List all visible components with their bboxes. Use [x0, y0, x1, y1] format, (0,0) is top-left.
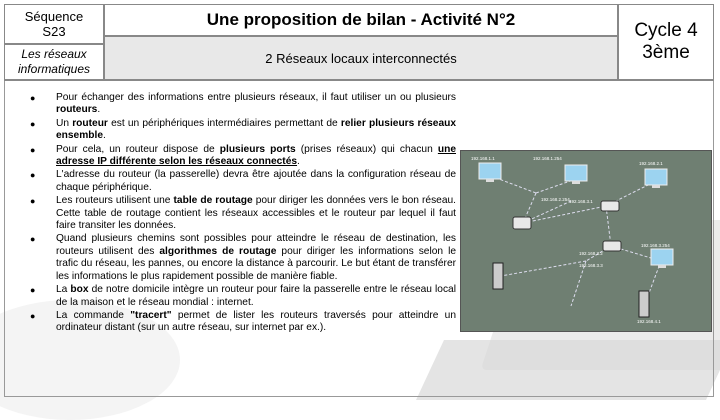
header-separator [4, 80, 714, 81]
bullet-icon: ● [30, 234, 36, 245]
bullet-icon: ● [30, 144, 36, 155]
computer-icon [565, 165, 587, 184]
cycle-box [618, 4, 714, 80]
ip-label: 192.168.3.254 [641, 243, 670, 248]
cycle-line2: 3ème [642, 42, 690, 63]
bullet-icon: ● [30, 196, 36, 207]
ip-label: 192.168.2.254 [541, 197, 570, 202]
bullet-list [26, 92, 456, 336]
cycle-line1: Cycle 4 [634, 20, 698, 41]
sequence-label: Séquence [24, 9, 84, 24]
topic-line2: informatiques [17, 62, 91, 76]
list-item: ● Quand plusieurs chemins sont possibles pour atteindre le réseau de destination, les routeurs utilisent des algorithmes de routage pour diriger les informations selon le trafic du réseau, les pannes, ou encore la distance à parcourir. Le but étant de transférer les informations le plus rapidement possible de manière fiable. [30, 233, 456, 282]
page-title: Une proposition de bilan - Activité N°2 [104, 4, 618, 36]
server-icon [639, 291, 649, 317]
bullet-icon: ● [30, 170, 36, 181]
sequence-box [4, 4, 104, 44]
topic-line1: Les réseaux [21, 47, 87, 61]
bullet-icon: ● [30, 310, 36, 321]
ip-label: 192.168.3.1 [569, 199, 593, 204]
ip-label: 192.168.3.3 [579, 263, 603, 268]
server-icon [493, 263, 503, 289]
network-diagram [460, 150, 712, 332]
bullet-icon: ● [30, 118, 36, 129]
ip-label: 192.168.3.2 [579, 251, 603, 256]
list-item: ● Les routeurs utilisent une table de routage pour diriger les données vers le bon réseau. Cette table de routage contient les réseaux accessibles et le routeur par lequel il faut faire transiter les données. [30, 195, 456, 232]
router-icon [513, 217, 531, 229]
switch-icon [603, 241, 621, 251]
bullet-icon: ● [30, 93, 36, 103]
list-item: ● Pour cela, un routeur dispose de plusieurs ports (prises réseaux) qui chacun une adresse IP différente selon les réseaux connectés. [30, 143, 456, 168]
computer-icon [479, 163, 501, 182]
network-diagram-svg [461, 151, 711, 331]
bullet-icon: ● [30, 285, 36, 296]
ip-label: 192.168.2.1 [639, 161, 663, 166]
list-item: ● L'adresse du routeur (la passerelle) devra être ajoutée dans la configuration réseau de chaque périphérique. [30, 169, 456, 193]
ip-label: 192.168.4.1 [637, 319, 661, 324]
list-item: ● Un routeur est un périphériques intermédiaires permettant de relier plusieurs réseaux ensemble. [30, 117, 457, 142]
topic-box [4, 44, 104, 80]
ip-label: 192.168.1.254 [533, 156, 562, 161]
page-subtitle: 2 Réseaux locaux interconnectés [104, 36, 618, 80]
computer-icon [651, 249, 673, 268]
list-item: ● La box de notre domicile intègre un routeur pour faire la passerelle entre le réseau local de la maison et le réseau mondial : internet. [30, 284, 456, 308]
list-item: ● La commande "tracert" permet de lister les routeurs traversés pour atteindre un ordinateur distant (sur un autre réseau, sur internet par ex.). [30, 309, 456, 334]
sequence-code: S23 [42, 24, 66, 39]
computer-icon [645, 169, 667, 188]
ip-label: 192.168.1.1 [471, 156, 495, 161]
router-icon [601, 201, 619, 211]
list-item: ● Pour échanger des informations entre plusieurs réseaux, il faut utiliser un ou plusieurs routeurs. [30, 92, 456, 116]
